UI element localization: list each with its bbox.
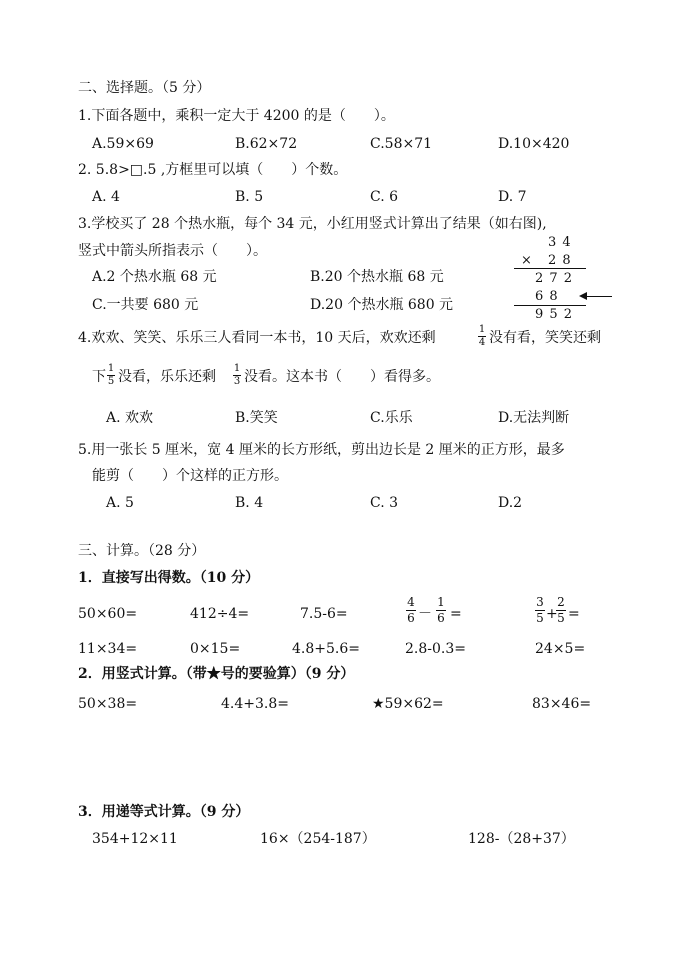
question-3-stem-line2: 竖式中箭头所指表示（ ）。 — [78, 243, 267, 259]
question-1-stem: 1.下面各题中，乘积一定大于 4200 的是（ ）。 — [78, 108, 395, 124]
fraction-numerator: 2 — [557, 595, 565, 609]
vm-line-1 — [514, 268, 586, 269]
q5-option-a: A. 5 — [106, 495, 134, 511]
vertical-4-4-plus-3-8: 4.4+3.8= — [221, 696, 289, 712]
fraction-2-5 — [556, 596, 566, 625]
vm-row2: 2 8 — [548, 253, 572, 268]
fraction-numerator: 1 — [437, 595, 445, 609]
fraction-numerator: 1 — [233, 363, 241, 374]
q4-option-b: B.笑笑 — [235, 410, 278, 426]
question-4-line1-b: 没有看，笑笑还剩 — [489, 330, 601, 346]
arrow-shaft — [586, 296, 612, 297]
fraction-denominator: 3 — [233, 376, 241, 387]
vm-row4: 6 8 — [535, 289, 559, 304]
q1-option-c: C.58×71 — [370, 136, 433, 152]
equals-sign: = — [568, 606, 580, 622]
fraction-denominator: 5 — [536, 611, 544, 625]
section-3-title: 三、计算。（28 分） — [78, 543, 206, 559]
part-1-title: 1．直接写出得数。（10 分） — [78, 570, 260, 586]
question-4-line2-a: 下 — [92, 369, 106, 385]
vertical-50x38: 50×38= — [78, 696, 138, 712]
arrow-left-icon — [579, 292, 587, 300]
q1-option-d: D.10×420 — [498, 136, 570, 152]
vm-times: × — [521, 253, 532, 268]
q2-option-c: C. 6 — [370, 189, 399, 205]
question-5-stem-line1: 5.用一张长 5 厘米，宽 4 厘米的长方形纸，剪出边长是 2 厘米的正方形，最多 — [78, 442, 565, 458]
equals-sign: = — [450, 606, 462, 622]
stepwise-128-minus-28-plus-37: 128-（28+37） — [468, 831, 575, 847]
fraction-4-6 — [406, 596, 416, 625]
q3-option-c: C.一共要 680 元 — [92, 297, 199, 313]
plus-sign: + — [546, 606, 558, 622]
q1-option-b: B.62×72 — [235, 136, 298, 152]
fraction-denominator: 5 — [107, 376, 115, 387]
question-4-line2-c: 没看。这本书（ ）看得多。 — [244, 369, 440, 385]
calc-4-8-plus-5-6: 4.8+5.6= — [292, 641, 360, 657]
q4-option-c: C.乐乐 — [370, 410, 413, 426]
fraction-numerator: 3 — [536, 595, 544, 609]
q3-option-d: D.20 个热水瓶 680 元 — [310, 297, 454, 313]
vm-row1: 3 4 — [548, 235, 572, 250]
fraction-3-5 — [535, 596, 545, 625]
fraction-numerator: 4 — [407, 595, 415, 609]
calc-7-5-minus-6: 7.5-6= — [300, 606, 348, 622]
fraction-1-5 — [107, 364, 115, 387]
q4-option-a: A. 欢欢 — [106, 410, 154, 426]
fraction-1-3 — [233, 364, 241, 387]
q3-option-b: B.20 个热水瓶 68 元 — [310, 269, 444, 285]
section-2-title: 二、选择题。（5 分） — [78, 80, 211, 96]
fraction-denominator: 6 — [437, 611, 445, 625]
question-5-stem-line2: 能剪（ ）个这样的正方形。 — [92, 468, 288, 484]
part-3-title: 3．用递等式计算。（9 分） — [78, 804, 250, 820]
q5-option-d: D.2 — [498, 495, 523, 511]
fraction-1-6 — [436, 596, 446, 625]
question-3-stem-line1: 3.学校买了 28 个热水瓶，每个 34 元，小红用竖式计算出了结果（如右图), — [78, 216, 547, 232]
calc-24x5: 24×5= — [535, 641, 586, 657]
calc-0x15: 0×15= — [190, 641, 241, 657]
fraction-numerator: 1 — [478, 324, 486, 335]
stepwise-16x-254-minus-187: 16×（254-187） — [260, 831, 376, 847]
vertical-star-59x62: ★59×62= — [372, 696, 444, 712]
q5-option-c: C. 3 — [370, 495, 399, 511]
vertical-83x46: 83×46= — [532, 696, 592, 712]
question-4-line2-b: 没看，乐乐还剩 — [118, 369, 216, 385]
q1-option-a: A.59×69 — [92, 136, 154, 152]
stepwise-354-plus-12x11: 354+12×11 — [92, 831, 178, 847]
minus-sign: － — [418, 606, 432, 622]
calc-11x34: 11×34= — [78, 641, 138, 657]
calc-50x60: 50×60= — [78, 606, 138, 622]
vm-row3: 2 7 2 — [535, 271, 574, 286]
q2-option-a: A. 4 — [92, 189, 120, 205]
q4-option-d: D.无法判断 — [498, 410, 570, 426]
calc-2-8-minus-0-3: 2.8-0.3= — [405, 641, 466, 657]
q2-option-d: D. 7 — [498, 189, 527, 205]
q2-option-b: B. 5 — [235, 189, 264, 205]
q3-option-a: A.2 个热水瓶 68 元 — [92, 269, 217, 285]
fraction-denominator: 6 — [407, 611, 415, 625]
fraction-denominator: 5 — [557, 611, 565, 625]
vm-row5: 9 5 2 — [535, 307, 574, 322]
calc-412div4: 412÷4= — [190, 606, 250, 622]
fraction-1-4 — [478, 325, 486, 348]
q5-option-b: B. 4 — [235, 495, 264, 511]
fraction-denominator: 4 — [478, 337, 486, 348]
part-2-title: 2．用竖式计算。（带★号的要验算）（9 分） — [78, 666, 355, 682]
fraction-numerator: 1 — [107, 363, 115, 374]
question-4-line1-a: 4.欢欢、笑笑、乐乐三人看同一本书，10 天后，欢欢还剩 — [78, 330, 436, 346]
question-2-stem: 2. 5.8>□.5 ,方框里可以填（ ）个数。 — [78, 162, 348, 178]
